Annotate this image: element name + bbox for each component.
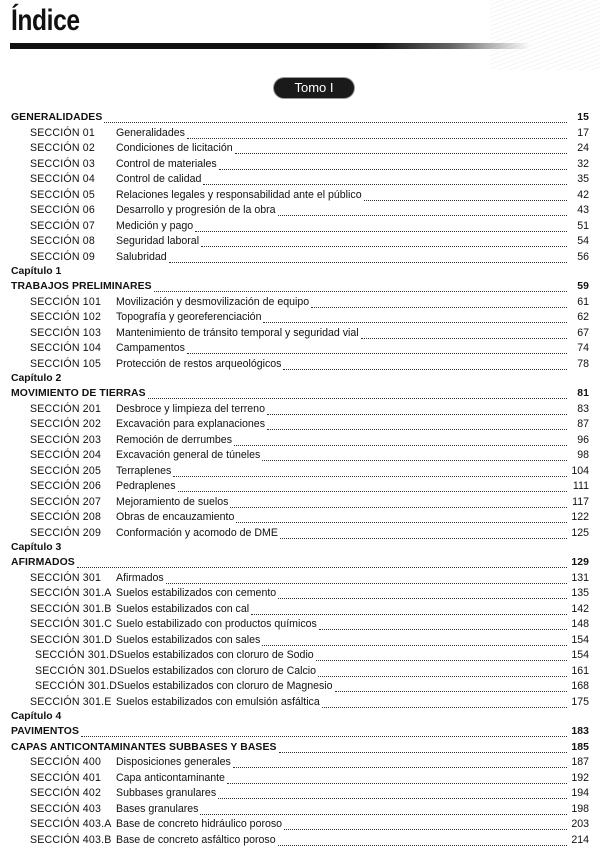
toc-section-row[interactable] bbox=[11, 786, 589, 802]
toc-section-row[interactable] bbox=[11, 341, 589, 357]
section-title: Pedraplenes bbox=[116, 480, 176, 492]
page-number: 96 bbox=[577, 433, 589, 446]
page-number: 78 bbox=[577, 357, 589, 370]
dot-leader bbox=[263, 314, 567, 323]
toc-section-row[interactable] bbox=[11, 586, 589, 602]
dot-leader bbox=[77, 559, 567, 568]
section-number: SECCIÓN 03 bbox=[30, 157, 95, 170]
section-title: Subbases granulares bbox=[116, 787, 217, 799]
page-number: 175 bbox=[571, 695, 589, 708]
dot-leader bbox=[284, 821, 567, 830]
section-title: Movilización y desmovilización de equipo bbox=[116, 295, 310, 308]
toc-section-row[interactable] bbox=[11, 295, 589, 311]
dot-leader bbox=[187, 345, 567, 354]
toc-heading-row[interactable] bbox=[11, 279, 589, 295]
toc-chapter-label bbox=[11, 265, 589, 279]
page-number: 83 bbox=[577, 402, 589, 415]
section-number: SECCIÓN 201 bbox=[30, 402, 102, 415]
page-number: 111 bbox=[572, 480, 589, 492]
section-number: SECCIÓN 09 bbox=[30, 250, 95, 263]
section-title: Relaciones legales y responsabilidad ante el público bbox=[116, 188, 362, 201]
toc-section-row[interactable] bbox=[11, 448, 589, 464]
page-number: 135 bbox=[571, 587, 589, 599]
section-number: SECCIÓN 301.B bbox=[30, 602, 112, 615]
section-number: SECCIÓN 400 bbox=[30, 756, 102, 768]
dot-leader bbox=[361, 330, 567, 339]
section-number: SECCIÓN 101 bbox=[30, 295, 102, 308]
section-title: Remoción de derrumbes bbox=[116, 433, 232, 446]
page-number: 122 bbox=[571, 511, 589, 523]
chapter-label: Capítulo 4 bbox=[11, 711, 62, 722]
section-number: SECCIÓN 04 bbox=[30, 173, 95, 185]
section-number: SECCIÓN 301.D bbox=[35, 649, 118, 661]
page-number: 87 bbox=[577, 418, 589, 430]
toc-section-row[interactable] bbox=[11, 250, 589, 266]
page-number: 129 bbox=[571, 557, 589, 568]
section-number: SECCIÓN 301 bbox=[30, 571, 102, 584]
heading-title: PAVIMENTOS bbox=[11, 726, 79, 737]
section-number: SECCIÓN 08 bbox=[30, 235, 95, 247]
dot-leader bbox=[316, 652, 567, 661]
dot-leader bbox=[236, 514, 567, 523]
dot-leader bbox=[262, 637, 567, 646]
section-title: Obras de encauzamiento bbox=[116, 511, 235, 523]
section-title: Bases granulares bbox=[116, 802, 199, 815]
section-title: Suelos estabilizados con cloruro de Sodio bbox=[117, 649, 314, 661]
dot-leader bbox=[233, 759, 567, 768]
section-number: SECCIÓN 209 bbox=[30, 526, 102, 539]
section-number: SECCIÓN 05 bbox=[30, 188, 95, 201]
page-number: 154 bbox=[571, 633, 589, 646]
toc-section-row[interactable] bbox=[11, 357, 589, 373]
toc-section-row[interactable] bbox=[11, 602, 589, 618]
page-number: 125 bbox=[571, 526, 589, 539]
heading-title: TRABAJOS PRELIMINARES bbox=[11, 281, 152, 292]
toc-section-row[interactable] bbox=[11, 633, 589, 649]
section-number: SECCIÓN 105 bbox=[30, 357, 102, 370]
dot-leader bbox=[178, 483, 568, 492]
toc-section-row[interactable] bbox=[11, 817, 589, 833]
dot-leader bbox=[319, 621, 567, 630]
section-number: SECCIÓN 401 bbox=[30, 771, 102, 784]
toc-section-row[interactable] bbox=[11, 510, 589, 526]
section-title: Terraplenes bbox=[116, 464, 172, 477]
page-number: 117 bbox=[572, 495, 589, 508]
section-title: Excavación para explanaciones bbox=[116, 418, 265, 430]
toc-section-row[interactable] bbox=[11, 802, 589, 818]
page-number: 15 bbox=[577, 112, 589, 123]
page-number: 74 bbox=[577, 342, 589, 354]
toc-heading-row[interactable] bbox=[11, 555, 589, 571]
section-title: Excavación general de túneles bbox=[116, 449, 261, 461]
page-number: 61 bbox=[577, 295, 589, 308]
section-number: SECCIÓN 301.A bbox=[30, 587, 112, 599]
page-number: 161 bbox=[571, 664, 589, 677]
page-number: 81 bbox=[577, 388, 589, 399]
page-number: 51 bbox=[577, 219, 589, 232]
heading-title: GENERALIDADES bbox=[11, 112, 103, 123]
toc-section-row[interactable] bbox=[11, 771, 589, 787]
page-number: 154 bbox=[571, 649, 589, 661]
page-number: 42 bbox=[577, 188, 589, 201]
page-number: 131 bbox=[571, 571, 589, 584]
section-title: Campamentos bbox=[116, 342, 185, 354]
section-number: SECCIÓN 104 bbox=[30, 342, 102, 354]
section-title: Mejoramiento de suelos bbox=[116, 495, 229, 508]
section-title: Condiciones de licitación bbox=[116, 142, 233, 154]
toc-section-row[interactable] bbox=[11, 464, 589, 480]
section-number: SECCIÓN 204 bbox=[30, 449, 102, 461]
section-title: Suelos estabilizados con cal bbox=[116, 602, 250, 615]
section-title: Medición y pago bbox=[116, 219, 194, 232]
section-title: Suelos estabilizados con sales bbox=[116, 633, 261, 646]
toc-section-row[interactable] bbox=[11, 417, 589, 433]
toc-section-row[interactable] bbox=[11, 234, 589, 250]
toc-section-row[interactable] bbox=[11, 755, 589, 771]
chapter-label: Capítulo 1 bbox=[11, 266, 62, 277]
dot-leader bbox=[267, 406, 567, 415]
section-number: SECCIÓN 205 bbox=[30, 464, 102, 477]
toc-section-row[interactable] bbox=[11, 326, 589, 342]
toc-chapter-label bbox=[11, 372, 589, 386]
dot-leader bbox=[201, 238, 567, 247]
dot-leader bbox=[154, 283, 567, 292]
dot-leader bbox=[219, 161, 567, 170]
toc-section-row[interactable] bbox=[11, 695, 589, 711]
dot-leader bbox=[166, 575, 567, 584]
section-title: Base de concreto asfáltico poroso bbox=[116, 833, 276, 846]
section-number: SECCIÓN 301.C bbox=[30, 618, 113, 630]
dot-leader bbox=[81, 728, 567, 737]
section-title: Seguridad laboral bbox=[116, 235, 200, 247]
section-number: SECCIÓN 206 bbox=[30, 480, 102, 492]
heading-title: MOVIMIENTO DE TIERRAS bbox=[11, 388, 146, 399]
dot-leader bbox=[335, 683, 567, 692]
section-title: Control de materiales bbox=[116, 157, 217, 170]
page-number: 183 bbox=[571, 726, 589, 737]
page-number: 198 bbox=[571, 802, 589, 815]
page-number: 194 bbox=[571, 787, 589, 799]
section-number: SECCIÓN 301.E bbox=[30, 695, 112, 708]
dot-leader bbox=[279, 744, 567, 753]
section-title: Suelos estabilizados con emulsión asfáltica bbox=[116, 695, 320, 708]
toc-chapter-label bbox=[11, 541, 589, 555]
page-number: 192 bbox=[571, 771, 589, 784]
toc-heading-row[interactable] bbox=[11, 110, 589, 126]
section-number: SECCIÓN 102 bbox=[30, 311, 102, 323]
toc-section-row[interactable] bbox=[11, 571, 589, 587]
dot-leader bbox=[104, 114, 567, 123]
page-number: 62 bbox=[577, 311, 589, 323]
section-number: SECCIÓN 203 bbox=[30, 433, 102, 446]
toc-heading-row[interactable] bbox=[11, 724, 589, 740]
section-title: Conformación y acomodo de DME bbox=[116, 526, 278, 539]
toc-section-row[interactable] bbox=[11, 617, 589, 633]
toc-section-row[interactable] bbox=[11, 141, 589, 157]
section-title: Suelos estabilizados con cloruro de Magnesio bbox=[117, 680, 333, 692]
page-number: 35 bbox=[577, 173, 589, 185]
dot-leader bbox=[278, 837, 567, 846]
section-number: SECCIÓN 07 bbox=[30, 219, 95, 232]
section-number: SECCIÓN 208 bbox=[30, 511, 102, 523]
section-number: SECCIÓN 207 bbox=[30, 495, 102, 508]
corner-texture bbox=[490, 0, 600, 70]
toc-section-row[interactable] bbox=[11, 495, 589, 511]
dot-leader bbox=[230, 499, 567, 508]
dot-leader bbox=[173, 468, 567, 477]
page-number: 168 bbox=[571, 680, 589, 692]
dot-leader bbox=[169, 254, 567, 263]
section-number: SECCIÓN 06 bbox=[30, 204, 95, 216]
section-title: Capa anticontaminante bbox=[116, 771, 225, 784]
tomo-badge: Tomo I bbox=[274, 78, 354, 98]
section-title: Control de calidad bbox=[116, 173, 202, 185]
toc-section-row[interactable] bbox=[11, 126, 589, 142]
toc-section-row[interactable] bbox=[11, 479, 589, 495]
chapter-label: Capítulo 3 bbox=[11, 542, 62, 553]
page-number: 148 bbox=[571, 618, 589, 630]
toc-section-row[interactable] bbox=[11, 433, 589, 449]
table-of-contents bbox=[11, 110, 589, 848]
section-number: SECCIÓN 403.B bbox=[30, 833, 112, 846]
page-title: Índice bbox=[11, 4, 80, 37]
toc-section-row[interactable] bbox=[11, 188, 589, 204]
section-title: Desbroce y limpieza del terreno bbox=[116, 402, 265, 415]
page-number: 17 bbox=[577, 126, 589, 139]
section-number: SECCIÓN 01 bbox=[30, 126, 95, 139]
heading-title: CAPAS ANTICONTAMINANTES SUBBASES Y BASES bbox=[11, 741, 277, 753]
toc-section-row[interactable] bbox=[11, 402, 589, 418]
page-number: 56 bbox=[577, 250, 589, 263]
dot-leader bbox=[235, 145, 567, 154]
section-number: SECCIÓN 103 bbox=[30, 326, 102, 339]
section-number: SECCIÓN 02 bbox=[30, 142, 95, 154]
page-number: 54 bbox=[577, 235, 589, 247]
dot-leader bbox=[322, 699, 567, 708]
chapter-label: Capítulo 2 bbox=[11, 373, 62, 384]
section-title: Topografía y georeferenciación bbox=[116, 311, 262, 323]
page-number: 203 bbox=[571, 818, 589, 830]
section-title: Afirmados bbox=[116, 571, 164, 584]
section-number: SECCIÓN 301.D bbox=[35, 680, 118, 692]
dot-leader bbox=[262, 452, 567, 461]
page-number: 142 bbox=[571, 602, 589, 615]
toc-section-row[interactable] bbox=[11, 648, 589, 664]
dot-leader bbox=[283, 361, 567, 370]
toc-section-row[interactable] bbox=[11, 679, 589, 695]
toc-heading-row[interactable] bbox=[11, 740, 589, 756]
section-title: Generalidades bbox=[116, 126, 185, 139]
section-title: Desarrollo y progresión de la obra bbox=[116, 204, 276, 216]
section-title: Salubridad bbox=[116, 250, 167, 263]
toc-section-row[interactable] bbox=[11, 664, 589, 680]
toc-section-row[interactable] bbox=[11, 526, 589, 542]
toc-section-row[interactable] bbox=[11, 172, 589, 188]
dot-leader bbox=[187, 130, 567, 139]
toc-section-row[interactable] bbox=[11, 157, 589, 173]
dot-leader bbox=[227, 775, 567, 784]
dot-leader bbox=[278, 590, 567, 599]
page-number: 185 bbox=[571, 741, 589, 753]
toc-section-row[interactable] bbox=[11, 203, 589, 219]
section-title: Suelos estabilizados con cemento bbox=[116, 587, 277, 599]
page-number: 187 bbox=[571, 756, 589, 768]
dot-leader bbox=[318, 668, 567, 677]
toc-section-row[interactable] bbox=[11, 833, 589, 849]
title-rule bbox=[10, 43, 530, 49]
dot-leader bbox=[267, 421, 567, 430]
section-title: Base de concreto hidráulico poroso bbox=[116, 818, 283, 830]
dot-leader bbox=[200, 806, 567, 815]
dot-leader bbox=[251, 606, 567, 615]
section-number: SECCIÓN 202 bbox=[30, 418, 102, 430]
section-number: SECCIÓN 403.A bbox=[30, 818, 112, 830]
page-number: 104 bbox=[571, 464, 589, 477]
dot-leader bbox=[218, 790, 567, 799]
section-number: SECCIÓN 301.D bbox=[35, 664, 118, 677]
section-title: Protección de restos arqueológicos bbox=[116, 357, 282, 370]
toc-section-row[interactable] bbox=[11, 310, 589, 326]
section-title: Mantenimiento de tránsito temporal y seguridad vial bbox=[116, 326, 359, 339]
section-number: SECCIÓN 402 bbox=[30, 787, 102, 799]
dot-leader bbox=[311, 299, 567, 308]
dot-leader bbox=[364, 192, 567, 201]
page-number: 24 bbox=[577, 142, 589, 154]
section-number: SECCIÓN 403 bbox=[30, 802, 102, 815]
page-number: 214 bbox=[571, 833, 589, 846]
dot-leader bbox=[234, 437, 567, 446]
section-title: Suelos estabilizados con cloruro de Calcio bbox=[117, 664, 317, 677]
toc-chapter-label bbox=[11, 710, 589, 724]
section-number: SECCIÓN 301.D bbox=[30, 633, 113, 646]
dot-leader bbox=[278, 207, 567, 216]
toc-heading-row[interactable] bbox=[11, 386, 589, 402]
dot-leader bbox=[148, 390, 567, 399]
dot-leader bbox=[280, 530, 567, 539]
heading-title: AFIRMADOS bbox=[11, 557, 75, 568]
section-title: Disposiciones generales bbox=[116, 756, 231, 768]
dot-leader bbox=[203, 176, 567, 185]
page-number: 67 bbox=[577, 326, 589, 339]
page-number: 32 bbox=[577, 157, 589, 170]
dot-leader bbox=[195, 223, 567, 232]
section-title: Suelo estabilizado con productos químicos bbox=[116, 618, 317, 630]
page-number: 43 bbox=[577, 204, 589, 216]
page-number: 98 bbox=[577, 449, 589, 461]
toc-section-row[interactable] bbox=[11, 219, 589, 235]
page-number: 59 bbox=[577, 281, 589, 292]
